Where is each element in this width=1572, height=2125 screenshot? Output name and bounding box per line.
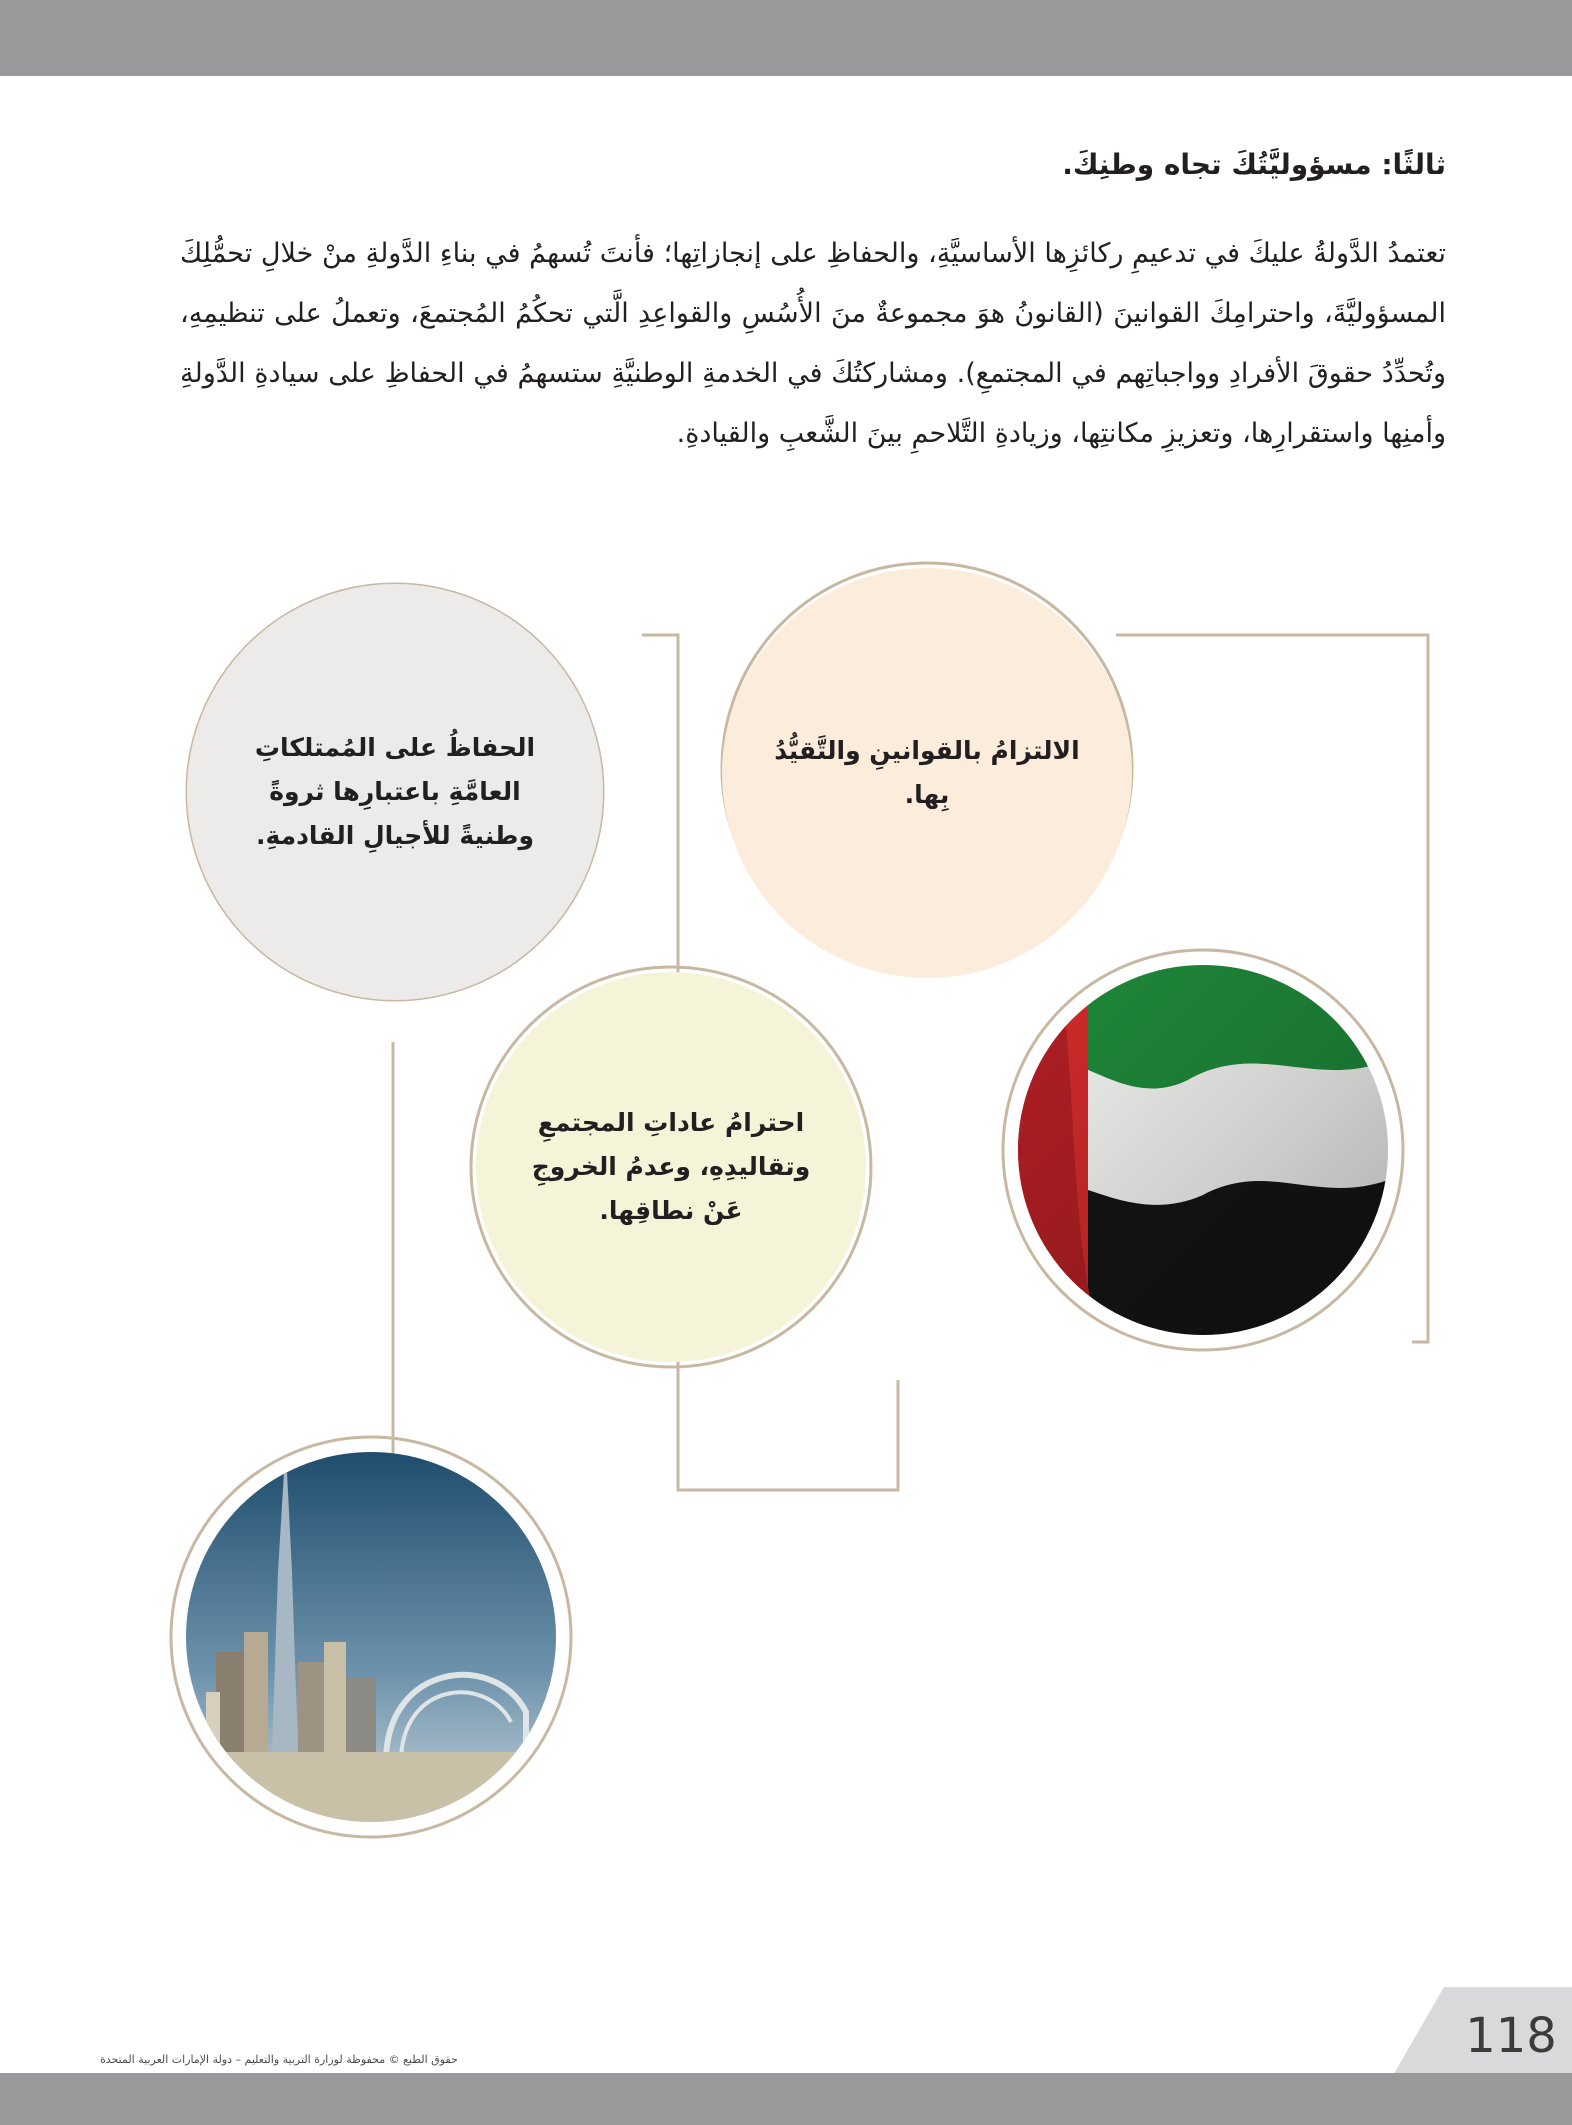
bubble-respect-customs [476,972,866,1362]
dubai-skyline-icon [186,1452,556,1822]
dubai-skyline-photo [186,1452,556,1822]
copyright-notice: حقوق الطبع © محفوظة لوزارة التربية والتعليم – دولة الإمارات العربية المتحدة [100,2053,458,2066]
bubble-obey-laws-text: الالتزامُ بالقوانينِ والتَّقيُّدُ بِها. [774,736,1080,809]
uae-flag-icon [1018,965,1388,1335]
bubble-public-property-text: الحفاظُ على المُمتلكاتِ العامَّةِ باعتبارِها ثروةً وطنيةً للأجيالِ القادمةِ. [254,733,536,850]
bubble-public-property [187,584,603,1000]
bubble-respect-customs-text: احترامُ عاداتِ المجتمعِ وتقاليدِهِ، وعدمُ الخروجِ عَنْ نطاقِها. [531,1108,811,1225]
bubble-obey-laws [722,568,1132,978]
bottom-footer-bar [0,2073,1572,2125]
page-number: 118 [1465,2008,1557,2064]
intro-paragraph: تعتمدُ الدَّولةُ عليكَ في تدعيمِ ركائزِها الأساسيَّةِ، والحفاظِ على إنجازاتِها؛ فأنتَ تُسهمُ في بناءِ الدَّولةِ منْ خلالِ تحمُّلِكَ المسؤوليَّةَ، واحترامِكَ القوانينَ (القانونُ هوَ مجموعةٌ منَ الأُسُسِ والقواعِدِ الَّتي تحكُمُ المُجتمعَ، وتعملُ على تنظيمِهِ، وتُحدِّدُ حقوقَ الأفرادِ وواجباتِهم في المجتمعِ). ومشاركتُكَ في الخدمةِ الوطنيَّةِ ستسهمُ في الحفاظِ على سيادةِ الدَّولةِ وأمنِها واستقرارِها، وتعزيزِ مكانتِها، وزيادةِ التَّلاحمِ بينَ الشَّعبِ والقيادةِ. [180,238,1446,449]
uae-flag-photo [1018,965,1388,1335]
section-heading: ثالثًا: مسؤوليَّتُكَ تجاه وطنِكَ. [1062,148,1446,181]
